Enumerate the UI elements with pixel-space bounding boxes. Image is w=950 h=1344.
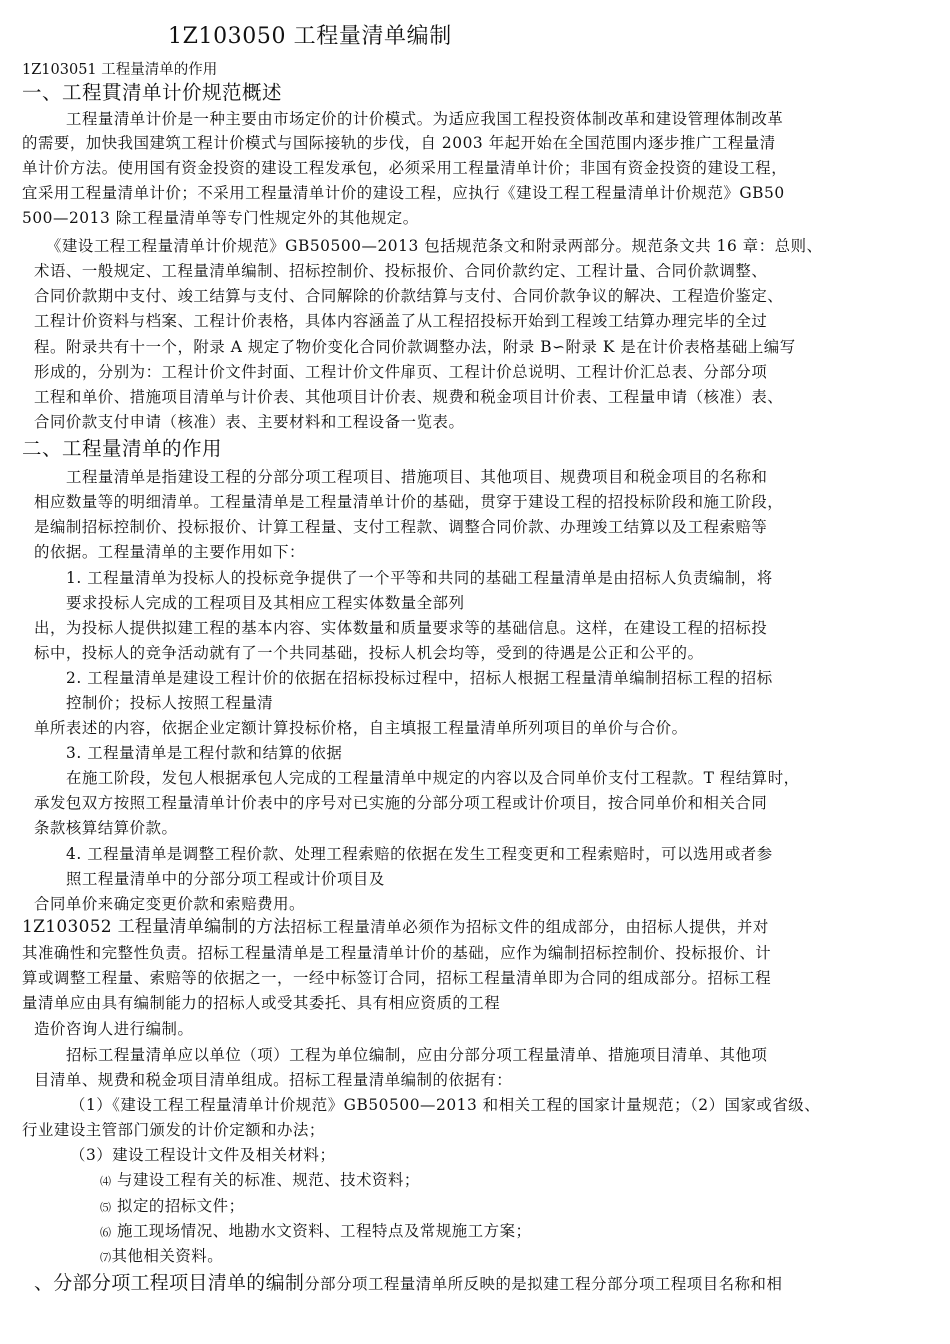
basis-item xyxy=(100,1220,531,1244)
basis-item xyxy=(100,1245,223,1269)
basis-item-number: ⑸ xyxy=(100,1201,112,1214)
paragraph-line: 造价咨询人进行编制。 xyxy=(34,1020,194,1038)
list-item-line: 控制价；投标人按照工程量清 xyxy=(66,694,274,712)
list-item-line: 承发包双方按照工程量清单计价表中的序号对已实施的分部分项工程或计价项目，按合同单价和相关合同 xyxy=(34,794,768,812)
section-title-1z103052: 1Z103052 工程量清单编制的方法 xyxy=(22,917,291,937)
section-title-1z103051: 1Z103051 工程量清单的作用 xyxy=(22,62,218,78)
paragraph-line: 相应数量等的明细清单。工程量清单是工程量清单计价的基础，贯穿于建设工程的招投标阶段和施工阶段， xyxy=(34,493,784,511)
section-itemized-lead xyxy=(34,1270,782,1297)
paragraph-line: 宜采用工程量清单计价；不采用工程量清单计价的建设工程，应执行《建设工程工程量清单计价规范》GB50 xyxy=(22,184,785,202)
section-title-itemized: 、分部分项工程项目清单的编制 xyxy=(34,1272,305,1294)
list-item-line: 要求投标人完成的工程项目及其相应工程实体数量全部列 xyxy=(66,594,465,612)
paragraph-line: 算或调整工程量、索赔等的依据之一，一经中标签订合同，招标工程量清单即为合同的组成部分。招标工程 xyxy=(22,969,772,987)
list-item-line: 4. 工程量清单是调整工程价款、处理工程索赔的依据在发生工程变更和工程索赔时，可以选用或者参 xyxy=(66,845,773,863)
list-item-line: 2. 工程量清单是建设工程计价的依据在招标投标过程中，招标人根据工程量清单编制招标工程的招标 xyxy=(66,669,773,687)
basis-line: （3）建设工程设计文件及相关材料； xyxy=(70,1146,336,1164)
list-item-line: 标中，投标人的竞争活动就有了一个共同基础，投标人机会均等，受到的待遇是公正和公平的。 xyxy=(34,644,704,662)
section-lead-text: 招标工程量清单必须作为招标文件的组成部分，由招标人提供，并对 xyxy=(290,918,769,936)
paragraph-line: 术语、一般规定、工程量清单编制、招标控制价、投标报价、合同价款约定、工程计量、合同价款调整、 xyxy=(34,262,768,280)
basis-line: （1）《建设工程工程量清单计价规范》GB50500—2013 和相关工程的国家计量规范；（2）国家或省级、 xyxy=(70,1096,821,1114)
basis-item xyxy=(100,1195,245,1219)
paragraph-line: 合同价款支付申请（核准）表、主要材料和工程设备一览表。 xyxy=(34,413,465,431)
basis-item-number: ⑺ xyxy=(100,1251,112,1264)
list-item-line: 在施工阶段，发包人根据承包人完成的工程量清单中规定的内容以及合同单价支付工程款。T 程结算时， xyxy=(66,769,800,787)
paragraph-line: 合同价款期中支付、竣工结算与支付、合同解除的价款结算与支付、合同价款争议的解决、工程造价鉴定、 xyxy=(34,287,784,305)
list-item-line: 合同单价来确定变更价款和索赔费用。 xyxy=(34,895,305,913)
paragraph-line: 《建设工程工程量清单计价规范》GB50500—2013 包括规范条文和附录两部分。规范条文共 16 章：总则、 xyxy=(46,237,823,255)
section-1z103052-lead xyxy=(22,915,769,939)
basis-item-text: 拟定的招标文件； xyxy=(111,1197,245,1215)
paragraph-line: 是编制招标控制价、投标报价、计算工程量、支付工程款、调整合同价款、办理竣工结算以及工程索赔等 xyxy=(34,518,768,536)
paragraph-line: 工程计价资料与档案、工程计价表格，具体内容涵盖了从工程招投标开始到工程竣工结算办理完毕的全过 xyxy=(34,312,768,330)
list-item-line: 出，为投标人提供拟建工程的基本内容、实体数量和质量要求等的基础信息。这样，在建设工程的招标投 xyxy=(34,619,768,637)
list-item-line: 1. 工程量清单为投标人的投标竞争提供了一个平等和共同的基础工程量清单是由招标人负责编制，将 xyxy=(66,569,773,587)
paragraph-line: 的需要，加快我国建筑工程计价模式与国际接轨的步伐，自 2003 年起开始在全国范围内逐步推广工程量清 xyxy=(22,134,776,152)
paragraph-line: 形成的，分别为：工程计价文件封面、工程计价文件扉页、工程计价总说明、工程计价汇总表、分部分项 xyxy=(34,363,768,381)
basis-line: 行业建设主管部门颁发的计价定额和办法； xyxy=(22,1121,325,1139)
section-lead-text: 分部分项工程量清单所反映的是拟建工程分部分项工程项目名称和相 xyxy=(304,1275,783,1293)
list-item-line: 单所表述的内容，依据企业定额计算投标价格，自主填报工程量清单所列项目的单价与合价。 xyxy=(34,719,688,737)
paragraph-line: 工程和单价、措施项目清单与计价表、其他项目计价表、规费和税金项目计价表、工程量申请（核准）表、 xyxy=(34,388,784,406)
basis-item-text: 与建设工程有关的标准、规范、技术资料； xyxy=(111,1171,420,1189)
basis-item-number: ⑷ xyxy=(100,1175,112,1188)
paragraph-line: 的依据。工程量清单的主要作用如下： xyxy=(34,543,305,561)
basis-item-text: 施工现场情况、地勘水文资料、工程特点及常规施工方案； xyxy=(111,1222,532,1240)
paragraph-line: 工程量清单计价是一种主要由市场定价的计价模式。为适应我国工程投资体制改革和建设管理体制改革 xyxy=(66,110,784,128)
basis-item-number: ⑹ xyxy=(100,1226,112,1239)
list-item-line: 条款核算结算价款。 xyxy=(34,819,178,837)
paragraph-line: 程。附录共有十一个，附录 A 规定了物价变化合同价款调整办法，附录 B∽附录 K 是在计价表格基础上编写 xyxy=(34,338,796,356)
heading-role: 二、工程量清单的作用 xyxy=(22,437,223,460)
paragraph-line: 工程量清单是指建设工程的分部分项工程项目、措施项目、其他项目、规费项目和税金项目的名称和 xyxy=(66,468,768,486)
list-item-line: 照工程量清单中的分部分项工程或计价项目及 xyxy=(66,870,385,888)
document-title: 1Z103050 工程量清单编制 xyxy=(168,24,452,49)
paragraph-line: 其准确性和完整性负责。招标工程量清单是工程量清单计价的基础，应作为编制招标控制价、投标报价、计 xyxy=(22,944,772,962)
paragraph-line: 招标工程量清单应以单位（项）工程为单位编制，应由分部分项工程量清单、措施项目清单、其他项 xyxy=(66,1046,768,1064)
basis-item-text: 其他相关资料。 xyxy=(111,1247,224,1265)
paragraph-line: 目清单、规费和税金项目清单组成。招标工程量清单编制的依据有： xyxy=(34,1071,513,1089)
paragraph-line: 500—2013 除工程量清单等专门性规定外的其他规定。 xyxy=(22,209,419,227)
basis-item xyxy=(100,1169,420,1193)
paragraph-line: 量清单应由具有编制能力的招标人或受其委托、具有相应资质的工程 xyxy=(22,994,501,1012)
paragraph-line: 单计价方法。使用国有资金投资的建设工程发承包，必须采用工程量清单计价；非国有资金投资的建设工程， xyxy=(22,159,788,177)
heading-overview: 一、工程貫清单计价规范概述 xyxy=(22,81,283,104)
list-item-line: 3. 工程量清单是工程付款和结算的依据 xyxy=(66,744,343,762)
